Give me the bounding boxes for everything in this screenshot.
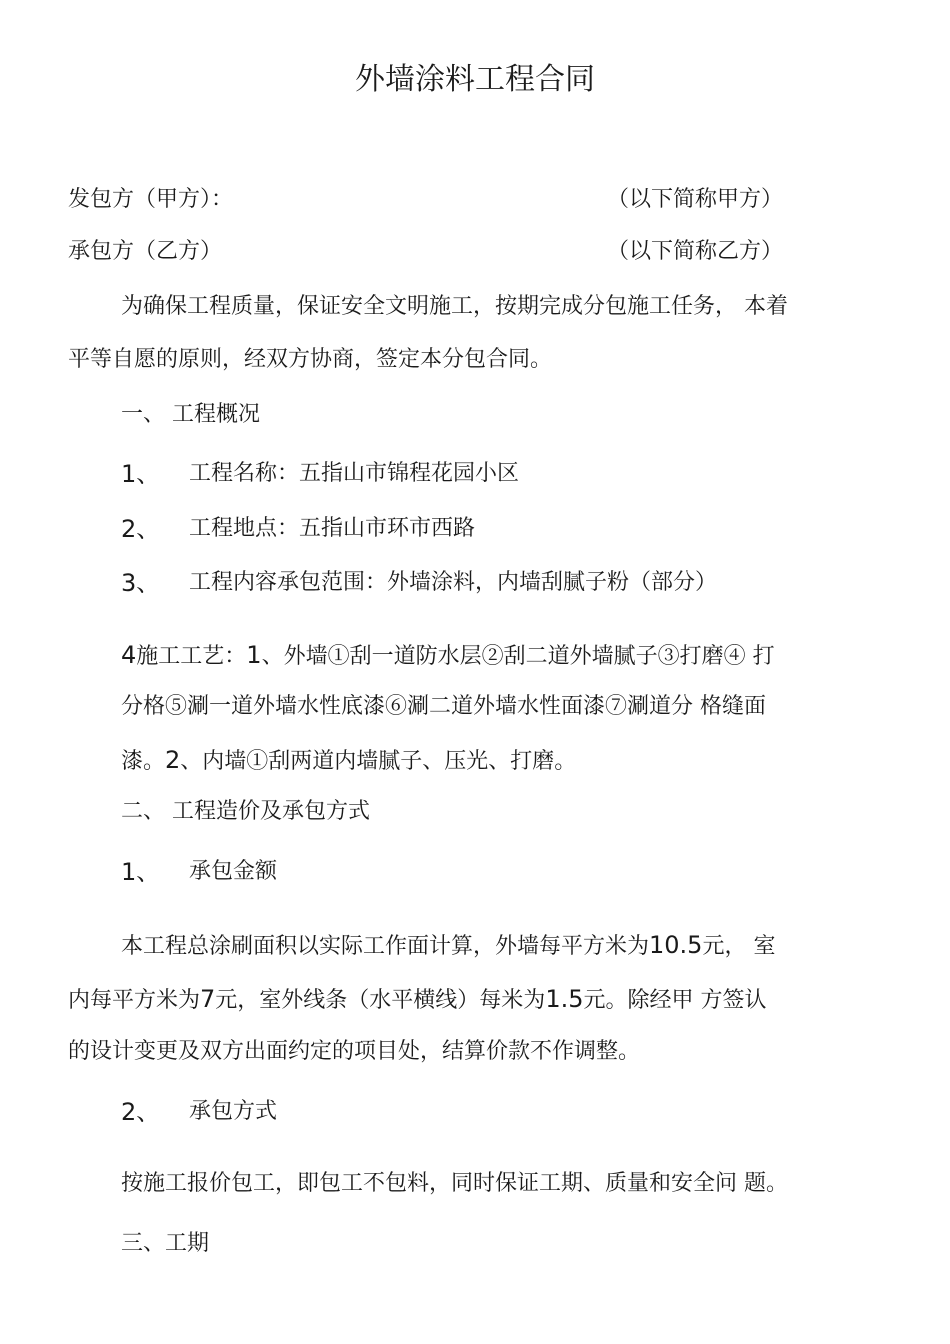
item-3-text: 工程内容承包范围：外墙涂料，内墙刮腻子粉（部分） [189, 570, 718, 595]
item-2-1-text: 承包金额 [189, 859, 278, 884]
item-2-text: 工程地点：五指山市环市西路 [189, 516, 476, 541]
item-2-number: 2、 [121, 515, 161, 543]
party-a-label: 发包方（甲方）： [68, 187, 234, 212]
item-3-number: 3、 [121, 569, 161, 597]
party-b-label: 承包方（乙方） [68, 239, 223, 264]
item-1-number: 1、 [121, 460, 161, 488]
process-line-3: 漆。2、内墙①刮两道内墙腻子、压光、打磨。 [121, 746, 577, 774]
party-b-note: （以下简称乙方） [607, 239, 784, 264]
section-2-heading: 二、 工程造价及承包方式 [121, 799, 370, 824]
amount-line-1: 本工程总涂刷面积以实际工作面计算，外墙每平方米为10.5元， 室 [121, 931, 776, 959]
process-line-1: 4施工工艺：1、外墙①刮一道防水层②刮二道外墙腻子③打磨④ 打 [121, 641, 775, 669]
amount-line-2: 内每平方米为7元，室外线条（水平横线）每米为1.5元。除经甲 方签认 [68, 985, 767, 1013]
amount-line-3: 的设计变更及双方出面约定的项目处，结算价款不作调整。 [68, 1039, 641, 1064]
intro-line-1: 为确保工程质量，保证安全文明施工，按期完成分包施工任务， 本着 [121, 294, 788, 319]
process-line-2: 分格⑤涮一道外墙水性底漆⑥涮二道外墙水性面漆⑦涮道分 格缝面 [121, 694, 766, 719]
party-a-note: （以下简称甲方） [607, 187, 784, 212]
method-text: 按施工报价包工，即包工不包料，同时保证工期、质量和安全问 题。 [121, 1171, 788, 1196]
section-3-heading: 三、工期 [121, 1231, 210, 1256]
item-2-2-number: 2、 [121, 1098, 161, 1126]
item-2-1-number: 1、 [121, 858, 161, 886]
page-title: 外墙涂料工程合同 [355, 62, 595, 97]
item-2-2-text: 承包方式 [189, 1099, 278, 1124]
section-1-heading: 一、 工程概况 [121, 402, 260, 427]
item-1-text: 工程名称：五指山市锦程花园小区 [189, 461, 520, 486]
intro-line-2: 平等自愿的原则，经双方协商，签定本分包合同。 [68, 347, 553, 372]
